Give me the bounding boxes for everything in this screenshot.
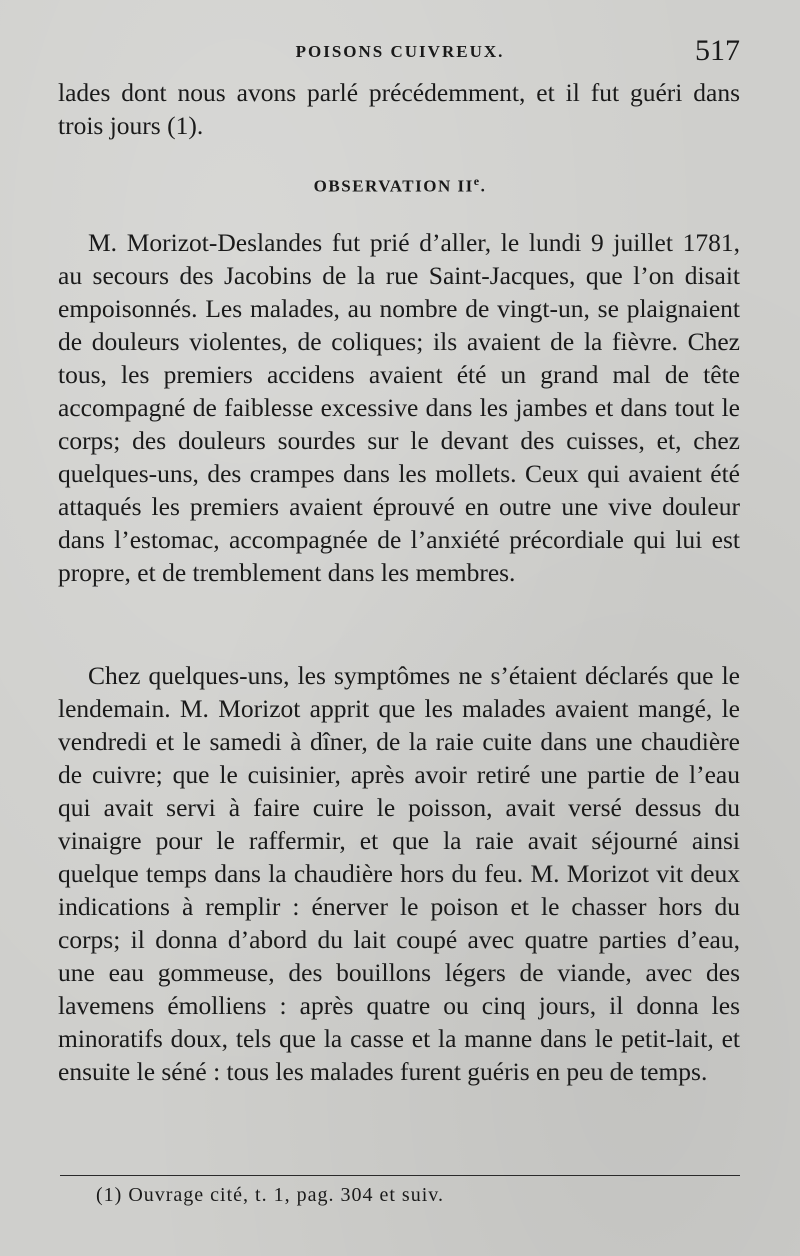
observation-text <box>58 226 740 589</box>
page-header <box>60 34 740 80</box>
paragraph: Chez quelques-uns, les symptômes ne s’étaient déclarés que le lendemain. M. Morizot apprit que les malades avaient mangé, le vendredi et le samedi à dîner, de la raie cuite dans une chaudière de cuivre; que le cuisinier, après avoir retiré une partie de l’eau qui avait servi à faire cuire le poisson, avait versé dessus du vinaigre pour le raffermir, et que la raie avait séjourné ainsi quelque temps dans la chaudière hors du feu. M. Morizot vit deux indications à remplir : énerver le poison et le chasser hors du corps; il donna d’abord du lait coupé avec quatre parties d’eau, une eau gommeuse, des bouillons légers de viande, avec des lavemens émolliens : après quatre ou cinq jours, il donna les minoratifs doux, tels que la casse et la manne dans le petit-lait, et ensuite le séné : tous les malades furent guéris en peu de temps. <box>58 661 740 1086</box>
page-number: 517 <box>695 34 740 67</box>
paragraph: M. Morizot-Deslandes fut prié d’aller, le lundi 9 juillet 1781, au secours des Jacobins de la rue Saint-Jacques, que l’on disait empoisonnés. Les malades, au nombre de vingt-un, se plaignaient de douleurs violentes, de coliques; ils avaient de la fièvre. Chez tous, les premiers accidens avaient été un grand mal de tête accompagné de faiblesse excessive dans les jambes et dans tout le corps; des douleurs sourdes sur le devant des cuisses, et, chez quelques-uns, des crampes dans les mollets. Ceux qui avaient été attaqués les premiers avaient éprouvé en outre une vive douleur dans l’estomac, accompagnée de l’anxiété précordiale qui lui est propre, et de tremblement dans les membres. <box>58 228 740 587</box>
observation-text-continued <box>58 659 740 1088</box>
footnote: (1) Ouvrage cité, t. 1, pag. 304 et suiv. <box>96 1184 444 1206</box>
observation-title: OBSERVATION II <box>313 176 474 196</box>
observation-title-suffix: e <box>473 174 481 188</box>
running-head: POISONS CUIVREUX. <box>295 42 505 61</box>
paragraph: lades dont nous avons parlé précédemment, et il fut guéri dans trois jours (1). <box>58 78 740 140</box>
intro-text <box>58 76 740 142</box>
footnote-divider <box>60 1175 740 1176</box>
observation-heading: OBSERVATION IIe. <box>313 174 487 196</box>
